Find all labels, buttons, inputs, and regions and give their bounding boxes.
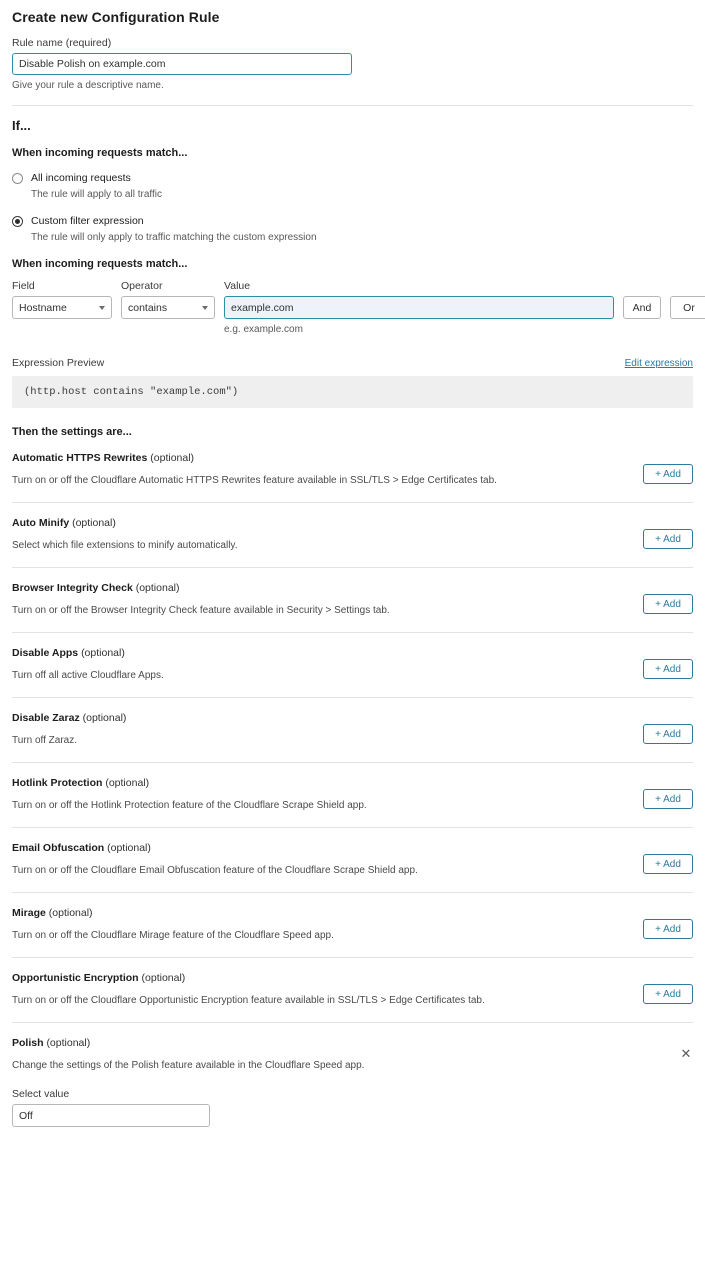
setting-description: Turn off all active Cloudflare Apps. [12, 670, 164, 682]
field-select-value: Hostname [19, 301, 67, 314]
expression-row [12, 280, 693, 335]
if-subheading: When incoming requests match... [12, 147, 188, 159]
setting-name: Auto Minify [12, 517, 70, 530]
setting-description: Turn on or off the Cloudflare Automatic HTTPS Rewrites feature available in SSL/TLS > Edge Certificates tab. [12, 475, 497, 487]
optional-tag: (optional) [48, 907, 93, 920]
configuration-rule-form [0, 9, 705, 1147]
radio-option-all-requests[interactable] [12, 171, 693, 202]
setting-description: Turn on or off the Cloudflare Mirage feature of the Cloudflare Speed app. [12, 930, 334, 942]
optional-tag: (optional) [150, 452, 195, 465]
expression-preview-header [12, 357, 693, 369]
rule-name-label: Rule name (required) [12, 37, 112, 49]
chevron-down-icon [99, 306, 105, 310]
then-heading: Then the settings are... [12, 426, 132, 439]
optional-tag: (optional) [107, 842, 151, 855]
radio-desc-all-requests: The rule will apply to all traffic [31, 189, 162, 201]
field-column [12, 280, 112, 319]
add-button[interactable]: + Add [643, 659, 693, 679]
value-label: Value [224, 280, 251, 293]
setting-name: Opportunistic Encryption [12, 972, 139, 985]
page-title: Create new Configuration Rule [12, 9, 220, 25]
expression-builder-subheading: When incoming requests match... [12, 258, 188, 271]
optional-tag: (optional) [46, 1037, 91, 1050]
select-value-label: Select value [12, 1088, 70, 1101]
setting-disable-apps [12, 633, 693, 698]
add-button[interactable]: + Add [643, 789, 693, 809]
value-input[interactable] [224, 296, 614, 319]
setting-polish [12, 1023, 693, 1147]
chevron-down-icon [202, 306, 208, 310]
radio-icon-custom-filter[interactable] [12, 216, 23, 227]
setting-name: Disable Zaraz [12, 712, 80, 725]
setting-auto-minify [12, 503, 693, 568]
setting-hotlink-protection [12, 763, 693, 828]
radio-desc-custom-filter: The rule will only apply to traffic matching the custom expression [31, 231, 317, 243]
add-button[interactable]: + Add [643, 854, 693, 874]
or-spacer [670, 280, 705, 292]
setting-browser-integrity-check [12, 568, 693, 633]
optional-tag: (optional) [82, 712, 127, 725]
field-label: Field [12, 280, 35, 293]
setting-description: Change the settings of the Polish feature available in the Cloudflare Speed app. [12, 1060, 365, 1072]
operator-column [121, 280, 215, 319]
edit-expression-link[interactable]: Edit expression [624, 358, 693, 370]
optional-tag: (optional) [105, 777, 150, 790]
value-hint: e.g. example.com [224, 324, 303, 336]
rule-name-hint: Give your rule a descriptive name. [12, 80, 164, 91]
setting-name: Browser Integrity Check [12, 582, 133, 595]
setting-name: Mirage [12, 907, 46, 920]
setting-description: Turn on or off the Hotlink Protection feature of the Cloudflare Scrape Shield app. [12, 800, 367, 812]
operator-select-value: contains [128, 301, 168, 314]
setting-disable-zaraz [12, 698, 693, 763]
optional-tag: (optional) [141, 972, 186, 985]
or-button[interactable]: Or [670, 296, 705, 319]
if-heading: If... [12, 118, 31, 133]
setting-opportunistic-encryption [12, 958, 693, 1023]
radio-label-all-requests: All incoming requests [31, 172, 131, 184]
add-button[interactable]: + Add [643, 594, 693, 614]
add-button[interactable]: + Add [643, 724, 693, 744]
optional-tag: (optional) [72, 517, 116, 530]
divider [12, 105, 693, 106]
polish-value-selected: Off [19, 1109, 33, 1122]
setting-automatic-https-rewrites [12, 438, 693, 503]
or-column [670, 280, 705, 319]
radio-option-custom-filter[interactable] [12, 214, 693, 245]
rule-name-input[interactable] [12, 53, 352, 75]
setting-description: Turn on or off the Cloudflare Email Obfuscation feature of the Cloudflare Scrape Shield app. [12, 865, 418, 877]
radio-icon-all-requests[interactable] [12, 173, 23, 184]
operator-label: Operator [121, 280, 163, 293]
close-icon[interactable]: ✕ [680, 1046, 692, 1062]
and-spacer [623, 280, 661, 292]
setting-mirage [12, 893, 693, 958]
setting-name: Disable Apps [12, 647, 79, 660]
setting-name: Email Obfuscation [12, 842, 105, 855]
setting-name: Hotlink Protection [12, 777, 103, 790]
setting-description: Turn on or off the Cloudflare Opportunistic Encryption feature available in SSL/TLS > Edge Certificates tab. [12, 995, 485, 1007]
radio-label-custom-filter: Custom filter expression [31, 214, 144, 227]
expression-preview-label: Expression Preview [12, 357, 105, 370]
add-button[interactable]: + Add [643, 529, 693, 549]
optional-tag: (optional) [135, 582, 180, 595]
setting-name: Polish [12, 1037, 44, 1050]
expression-preview-code: (http.host contains "example.com") [12, 376, 693, 408]
field-select[interactable] [12, 296, 112, 319]
optional-tag: (optional) [81, 647, 125, 660]
add-button[interactable]: + Add [643, 464, 693, 484]
and-button[interactable]: And [623, 296, 661, 319]
setting-name: Automatic HTTPS Rewrites [12, 452, 148, 465]
value-column [224, 280, 614, 335]
operator-select[interactable] [121, 296, 215, 319]
setting-description: Select which file extensions to minify automatically. [12, 540, 238, 552]
setting-description: Turn off Zaraz. [12, 735, 78, 747]
setting-description: Turn on or off the Browser Integrity Check feature available in Security > Settings tab. [12, 605, 390, 617]
add-button[interactable]: + Add [643, 919, 693, 939]
polish-value-select[interactable] [12, 1104, 210, 1127]
and-column [623, 280, 661, 319]
setting-email-obfuscation [12, 828, 693, 893]
add-button[interactable]: + Add [643, 984, 693, 1004]
